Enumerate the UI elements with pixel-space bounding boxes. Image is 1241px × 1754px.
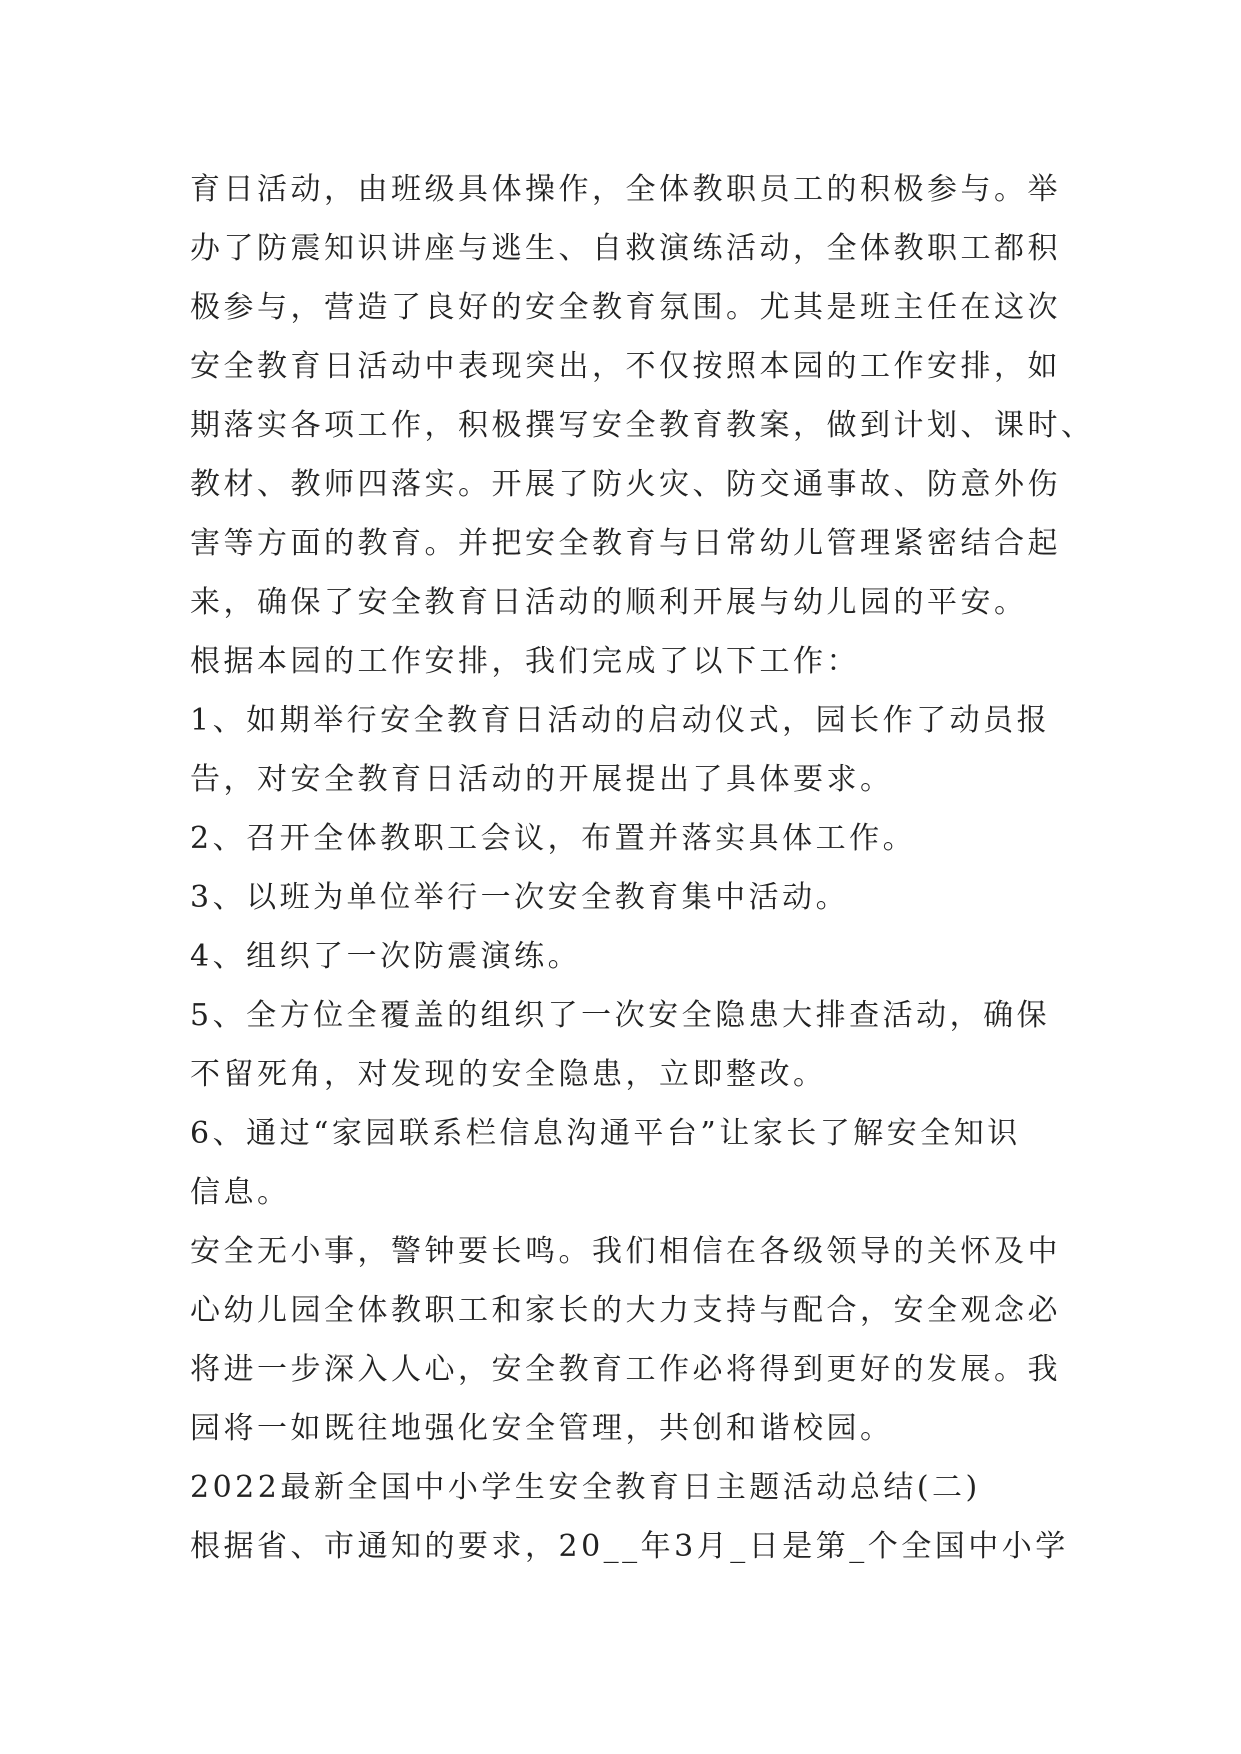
text-line: 心幼儿园全体教职工和家长的大力支持与配合，安全观念必 [190,1293,1061,1328]
list-item: 不留死角，对发现的安全隐患，立即整改。 [190,1057,827,1092]
text-line: 害等方面的教育。并把安全教育与日常幼儿管理紧密结合起 [190,526,1061,561]
list-item: 1、如期举行安全教育日活动的启动仪式，园长作了动员报 [190,703,1051,738]
text-line: 育日活动，由班级具体操作，全体教职员工的积极参与。举 [190,172,1061,207]
text-line: 根据省、市通知的要求，20__年3月_日是第_个全国中小学 [190,1529,1069,1564]
text-line: 教材、教师四落实。开展了防火灾、防交通事故、防意外伤 [190,467,1061,502]
text-line: 园将一如既往地强化安全管理，共创和谐校园。 [190,1411,894,1446]
list-item: 5、全方位全覆盖的组织了一次安全隐患大排查活动，确保 [190,998,1051,1033]
text-line: 根据本园的工作安排，我们完成了以下工作： [190,644,860,679]
text-line: 期落实各项工作，积极撰写安全教育教案，做到计划、课时、 [190,408,1095,443]
list-item: 6、通过“家园联系栏信息沟通平台”让家长了解安全知识 [190,1116,1021,1151]
list-item: 告，对安全教育日活动的开展提出了具体要求。 [190,762,894,797]
text-line: 安全教育日活动中表现突出，不仅按照本园的工作安排，如 [190,349,1061,384]
text-line: 极参与，营造了良好的安全教育氛围。尤其是班主任在这次 [190,290,1061,325]
text-line: 安全无小事，警钟要长鸣。我们相信在各级领导的关怀及中 [190,1234,1061,1269]
section-heading: 2022最新全国中小学生安全教育日主题活动总结(二) [190,1470,981,1505]
text-line: 办了防震知识讲座与逃生、自救演练活动，全体教职工都积 [190,231,1061,266]
document-body [190,160,1095,1576]
list-item: 3、以班为单位举行一次安全教育集中活动。 [190,880,850,915]
list-item: 4、组织了一次防震演练。 [190,939,582,974]
list-item: 信息。 [190,1175,291,1210]
list-item: 2、召开全体教职工会议，布置并落实具体工作。 [190,821,917,856]
text-line: 来，确保了安全教育日活动的顺利开展与幼儿园的平安。 [190,585,1028,620]
text-line: 将进一步深入人心，安全教育工作必将得到更好的发展。我 [190,1352,1061,1387]
